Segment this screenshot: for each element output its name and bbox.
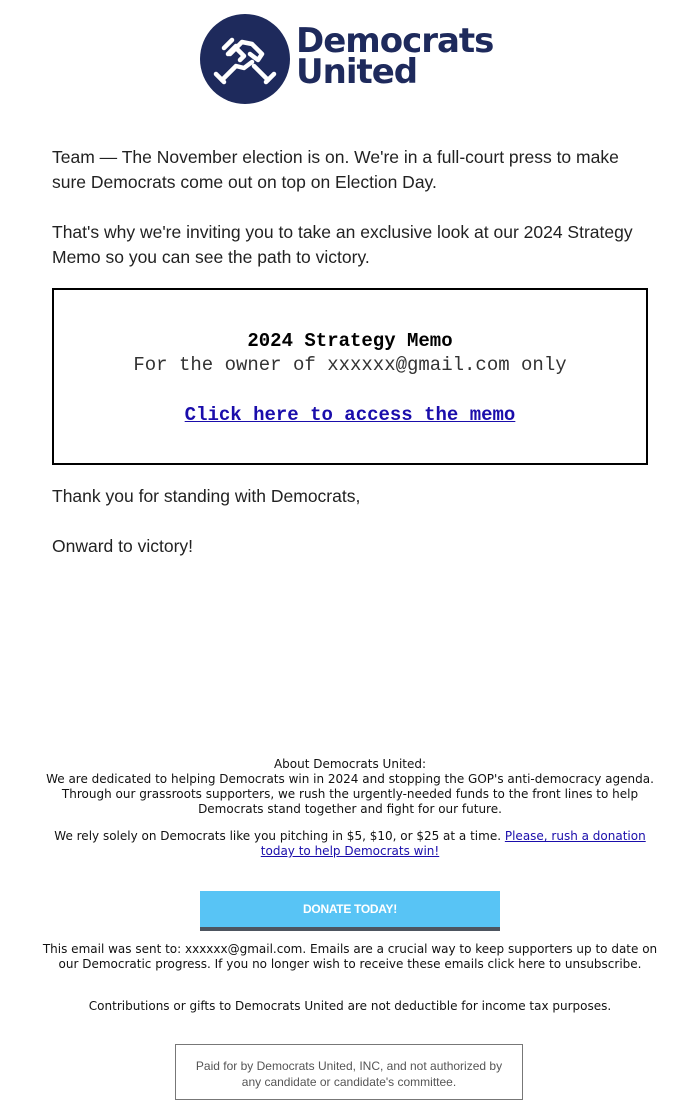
donate-button[interactable]: DONATE TODAY! xyxy=(200,891,500,931)
logo-badge xyxy=(200,14,290,104)
about-text: We are dedicated to helping Democrats win in 2024 and stopping the GOP's anti-democracy agenda. Through our grassroots supporters, we rush the urgently-needed funds to the front lines to help Democrats stand together and fight for our future. xyxy=(46,772,654,816)
invite-paragraph: That's why we're inviting you to take an exclusive look at our 2024 Strategy Memo so you can see the path to victory. xyxy=(52,222,633,267)
signoff-paragraph: Onward to victory! xyxy=(52,536,194,556)
about-section xyxy=(40,757,660,817)
brand-header xyxy=(200,14,510,104)
about-heading: About Democrats United: xyxy=(273,757,427,771)
tax-disclaimer: Contributions or gifts to Democrats United are not deductible for income tax purposes. xyxy=(88,999,612,1013)
memo-owner-line: For the owner of xxxxxx@gmail.com only xyxy=(133,354,567,376)
memo-title: 2024 Strategy Memo xyxy=(247,330,453,352)
sent-notice: This email was sent to: xxxxxx@gmail.com. Emails are a crucial way to keep supporters up to date on our Democratic progress. If you no longer wish to receive these emails click here to unsubscribe. xyxy=(42,942,658,971)
brand-name-line1: Democrats xyxy=(296,21,494,61)
intro-paragraph: Team — The November election is on. We're in a full-court press to make sure Democrats come out on top on Election Day. xyxy=(52,147,619,192)
rush-donation-link[interactable]: Please, rush a donation today to help Democrats win! xyxy=(260,829,646,858)
memo-callout-box xyxy=(52,288,648,465)
thank-you-paragraph: Thank you for standing with Democrats, xyxy=(52,486,361,506)
donation-appeal-text: We rely solely on Democrats like you pitching in $5, $10, or $25 at a time. xyxy=(54,829,502,843)
clasped-hands-icon xyxy=(200,14,290,104)
brand-name-line2: United xyxy=(296,52,418,92)
paid-for-disclaimer: Paid for by Democrats United, INC, and not authorized by any candidate or candidate's committee. xyxy=(175,1044,523,1100)
brand-wordmark xyxy=(296,21,494,92)
donation-appeal xyxy=(40,829,660,859)
access-memo-link[interactable]: Click here to access the memo xyxy=(184,404,516,426)
